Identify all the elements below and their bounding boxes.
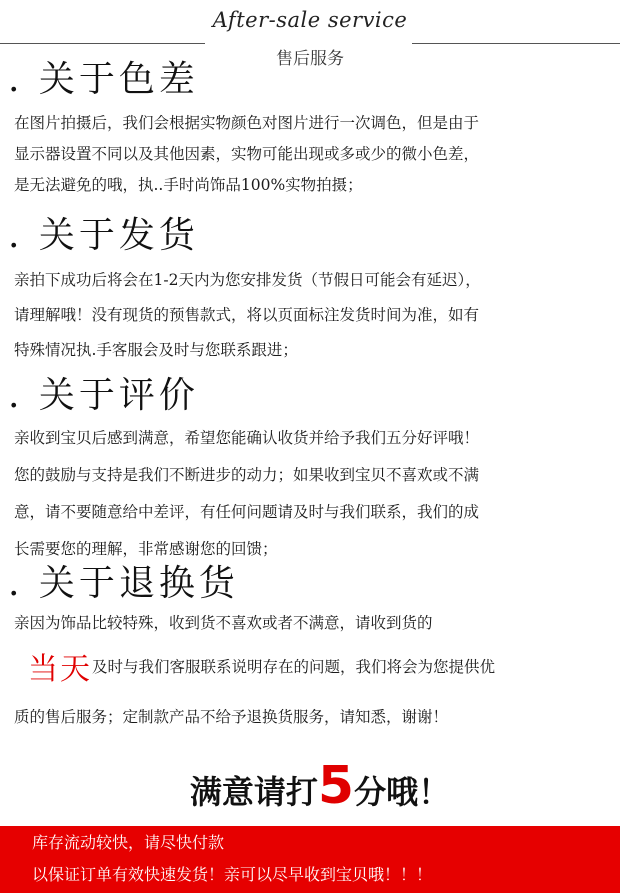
- section-title-color-difference: . 关于色差: [8, 59, 199, 100]
- footer-banner: [0, 826, 620, 893]
- section-title-review: . 关于评价: [8, 375, 199, 416]
- section-body-color-difference: 在图片拍摄后，我们会根据实物颜色对图片进行一次调色，但是由于 显示器设置不同以及其他因素，实物可能出现或多或少的微小色差， 是无法避免的哦，执..手时尚饰品100%实物拍摄；: [14, 114, 480, 194]
- footer-line1: 库存流动较快，请尽快付款: [32, 833, 225, 852]
- section-body-review: 亲收到宝贝后感到满意，希望您能确认收货并给予我们五分好评哦！ 您的鼓励与支持是我们不断进步的动力；如果收到宝贝不喜欢或不满 意，请不要随意给中差评，有任何问题请及时与我们联系，我们的成 长需要您的理解，非常感谢您的回馈；: [14, 429, 480, 558]
- slogan-before: 满意请打: [189, 773, 318, 811]
- header-subtitle: 售后服务: [276, 49, 344, 69]
- header-script-title: After-sale service: [212, 8, 408, 32]
- footer-line2: 以保证订单有效快速发货！亲可以尽早收到宝贝哦！！！: [32, 865, 433, 884]
- slogan-number: 5: [317, 756, 355, 816]
- returns-line2-text: 及时与我们客服联系说明存在的问题，我们将会为您提供优: [92, 658, 496, 676]
- section-body-returns-line3: 质的售后服务；定制款产品不给予退换货服务，请知悉，谢谢！: [14, 708, 449, 726]
- section-body-shipping: 亲拍下成功后将会在1-2天内为您安排发货（节假日可能会有延迟）， 请理解哦！没有现货的预售款式，将以页面标注发货时间为准，如有 特殊情况执.手客服会及时与您联系跟进；: [14, 271, 481, 359]
- five-star-slogan: [0, 756, 620, 814]
- section-body-returns-line1: 亲因为饰品比较特殊，收到货不喜欢或者不满意，请收到货的: [14, 614, 433, 632]
- section-body-returns-line2: [28, 644, 618, 690]
- section-title-shipping: . 关于发货: [8, 215, 199, 256]
- section-title-returns: . 关于退换货: [8, 563, 239, 604]
- slogan-after: 分哦！: [354, 773, 451, 811]
- same-day-highlight: 当天: [28, 652, 92, 687]
